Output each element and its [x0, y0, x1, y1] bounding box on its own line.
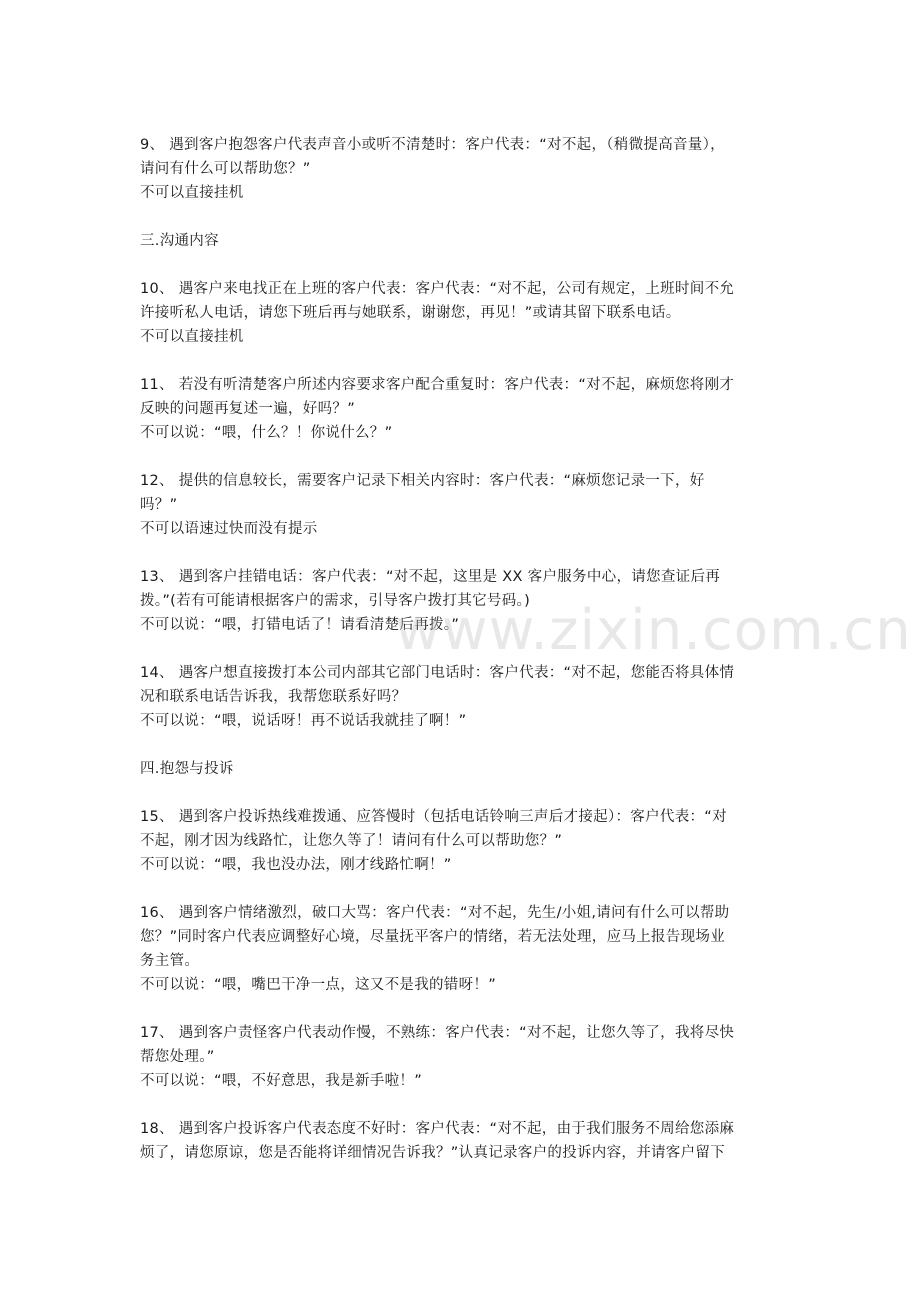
paragraph-line: 18、 遇到客户投诉客户代表态度不好时：客户代表：“对不起，由于我们服务不周给您添麻 — [140, 1121, 735, 1137]
paragraph-line: 11、 若没有听清楚客户所述内容要求客户配合重复时：客户代表：“对不起，麻烦您将刚才 — [140, 377, 735, 393]
dialogue-item — [140, 661, 788, 733]
paragraph-line: 帮您处理。” — [140, 1049, 215, 1065]
paragraph-line: 不可以语速过快而没有提示 — [140, 521, 318, 537]
paragraph-line: 请问有什么可以帮助您？” — [140, 161, 311, 177]
dialogue-item — [140, 469, 788, 541]
paragraph-line: 况和联系电话告诉我，我帮您联系好吗？ — [140, 689, 407, 705]
paragraph-line: 不可以说：“喂，不好意思，我是新手啦！” — [140, 1073, 423, 1089]
paragraph-line: 9、 遇到客户抱怨客户代表声音小或听不清楚时：客户代表：“对不起，（稍微提高音量）， — [140, 137, 725, 153]
paragraph-line: 14、 遇客户想直接拨打本公司内部其它部门电话时：客户代表：“对不起，您能否将具体情 — [140, 665, 735, 681]
paragraph-line: 16、 遇到客户情绪激烈，破口大骂：客户代表：“对不起，先生/小姐,请问有什么可以帮助 — [140, 905, 730, 921]
paragraph-line: 务主管。 — [140, 953, 200, 969]
paragraph-line: 13、 遇到客户挂错电话：客户代表：“对不起，这里是 XX 客户服务中心，请您查证后再 — [140, 569, 721, 585]
paragraph-line: 10、 遇客户来电找正在上班的客户代表：客户代表：“对不起，公司有规定，上班时间不允 — [140, 281, 735, 297]
paragraph-line: 15、 遇到客户投诉热线难拨通、应答慢时（包括电话铃响三声后才接起）：客户代表：“对 — [140, 809, 727, 825]
dialogue-item — [140, 1021, 788, 1093]
paragraph-line: 不可以说：“喂，嘴巴干净一点，这又不是我的错呀！” — [140, 977, 497, 993]
dialogue-item — [140, 277, 788, 349]
paragraph-line: 反映的问题再复述一遍，好吗？” — [140, 401, 356, 417]
dialogue-item — [140, 901, 788, 997]
dialogue-item — [140, 565, 788, 637]
paragraph-line: 您？”同时客户代表应调整好心境，尽量抚平客户的情绪，若无法处理，应马上报告现场业 — [140, 929, 726, 945]
paragraph-line: 不起，刚才因为线路忙，让您久等了！请问有什么可以帮助您？” — [140, 833, 563, 849]
dialogue-item — [140, 373, 788, 445]
watermark: www.zixin.com.cn — [395, 598, 912, 663]
paragraph-line: 不可以说：“喂，什么？！你说什么？” — [140, 425, 393, 441]
document-body — [140, 133, 788, 1189]
paragraph-line: 不可以说：“喂，说话呀！再不说话我就挂了啊！” — [140, 713, 467, 729]
dialogue-item — [140, 1117, 788, 1165]
paragraph-line: 许接听私人电话，请您下班后再与她联系，谢谢您，再见！”或请其留下联系电话。 — [140, 305, 681, 321]
paragraph-line: 不可以直接挂机 — [140, 329, 244, 345]
section-heading: 四.抱怨与投诉 — [140, 761, 234, 777]
dialogue-item — [140, 133, 788, 205]
section-heading: 三.沟通内容 — [140, 233, 219, 249]
paragraph-line: 17、 遇到客户责怪客户代表动作慢，不熟练：客户代表：“对不起，让您久等了，我将尽快 — [140, 1025, 735, 1041]
paragraph-line: 12、 提供的信息较长，需要客户记录下相关内容时：客户代表：“麻烦您记录一下，好 — [140, 473, 705, 489]
paragraph-line: 不可以直接挂机 — [140, 185, 244, 201]
paragraph-line: 拨。”(若有可能请根据客户的需求，引导客户拨打其它号码。) — [140, 593, 531, 609]
paragraph-line: 烦了，请您原谅，您是否能将详细情况告诉我？”认真记录客户的投诉内容，并请客户留下 — [140, 1145, 726, 1161]
dialogue-item — [140, 805, 788, 877]
paragraph-line: 不可以说：“喂，我也没办法，刚才线路忙啊！” — [140, 857, 452, 873]
paragraph-line: 吗？” — [140, 497, 178, 513]
paragraph-line: 不可以说：“喂，打错电话了！请看清楚后再拨。” — [140, 617, 460, 633]
